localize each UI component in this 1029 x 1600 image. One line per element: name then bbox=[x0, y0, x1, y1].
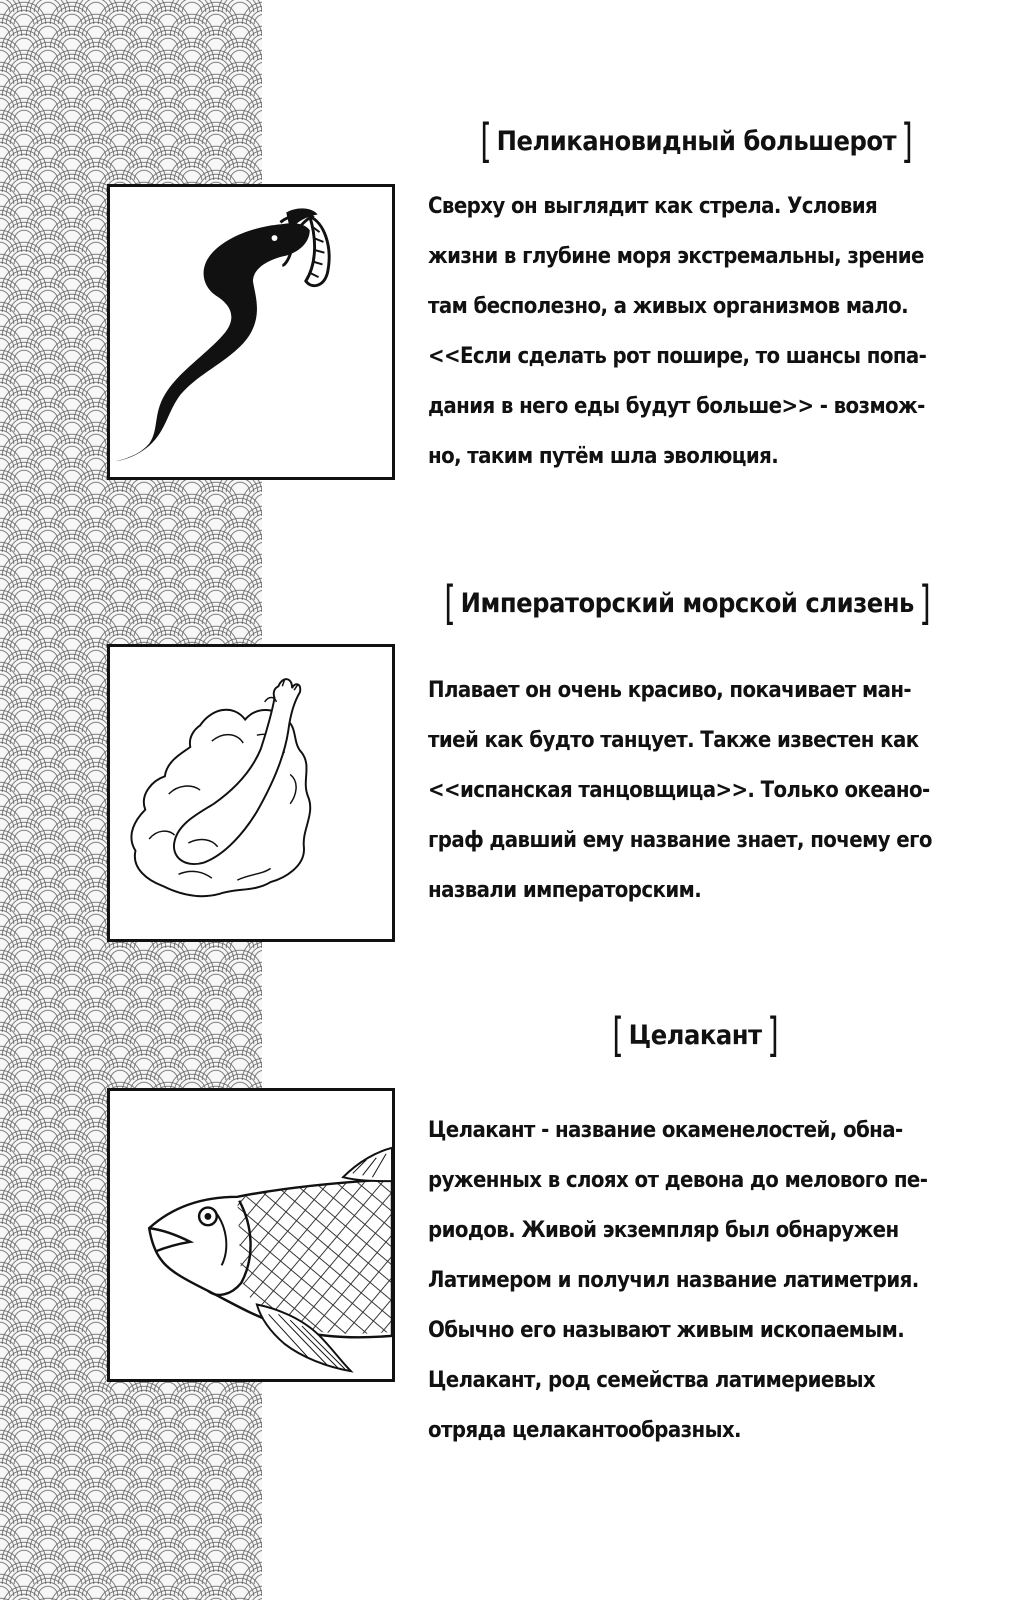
bracket-open: [ bbox=[444, 576, 456, 630]
text-line: риодов. Живой экземпляр был обнаружен bbox=[428, 1218, 899, 1243]
bracket-close: ] bbox=[919, 576, 931, 630]
section-description-gulper-eel bbox=[428, 182, 988, 482]
bracket-close: ] bbox=[901, 114, 913, 168]
text-line: дания в него еды будут больше>> - возмож- bbox=[428, 394, 925, 419]
section-heading-gulper-eel bbox=[478, 114, 915, 168]
illustration-gulper-eel bbox=[107, 184, 395, 480]
bracket-open: [ bbox=[612, 1008, 624, 1062]
text-line: <<испанская танцовщица>>. Только океано- bbox=[428, 778, 930, 803]
heading-text: Пеликановидный большерот bbox=[496, 125, 897, 157]
text-line: Плавает он очень красиво, покачивает ман- bbox=[428, 678, 912, 703]
text-line: Целакант, род семейства латимериевых bbox=[428, 1368, 876, 1393]
text-line: Сверху он выглядит как стрела. Условия bbox=[428, 194, 878, 219]
text-line: <<Если сделать рот пошире, то шансы попа- bbox=[428, 344, 927, 369]
text-line: Латимером и получил название латиметрия. bbox=[428, 1268, 919, 1293]
bracket-open: [ bbox=[480, 114, 492, 168]
section-description-sea-slug bbox=[428, 666, 988, 916]
section-heading-sea-slug bbox=[442, 576, 933, 630]
text-line: назвали императорским. bbox=[428, 878, 702, 903]
section-description-coelacanth bbox=[428, 1106, 988, 1456]
coelacanth-drawing bbox=[110, 1091, 392, 1379]
bracket-close: ] bbox=[766, 1008, 778, 1062]
gulper-eel-drawing bbox=[110, 187, 392, 477]
text-line: граф давший ему название знает, почему его bbox=[428, 828, 932, 853]
heading-text: Целакант bbox=[628, 1019, 762, 1051]
heading-text: Императорский морской слизень bbox=[460, 587, 914, 619]
text-line: тией как будто танцует. Также известен как bbox=[428, 728, 919, 753]
section-heading-coelacanth bbox=[610, 1008, 780, 1062]
text-line: жизни в глубине моря экстремальны, зрение bbox=[428, 244, 924, 269]
text-line: но, таким путём шла эволюция. bbox=[428, 444, 779, 469]
text-line: руженных в слоях от девона до мелового пе- bbox=[428, 1168, 928, 1193]
text-line: Обычно его называют живым ископаемым. bbox=[428, 1318, 905, 1343]
sea-slug-drawing bbox=[110, 647, 392, 939]
text-line: там бесполезно, а живых организмов мало. bbox=[428, 294, 908, 319]
text-line: Целакант - название окаменелостей, обна- bbox=[428, 1118, 903, 1143]
illustration-sea-slug bbox=[107, 644, 395, 942]
text-line: отряда целакантообразных. bbox=[428, 1418, 741, 1443]
illustration-coelacanth bbox=[107, 1088, 395, 1382]
